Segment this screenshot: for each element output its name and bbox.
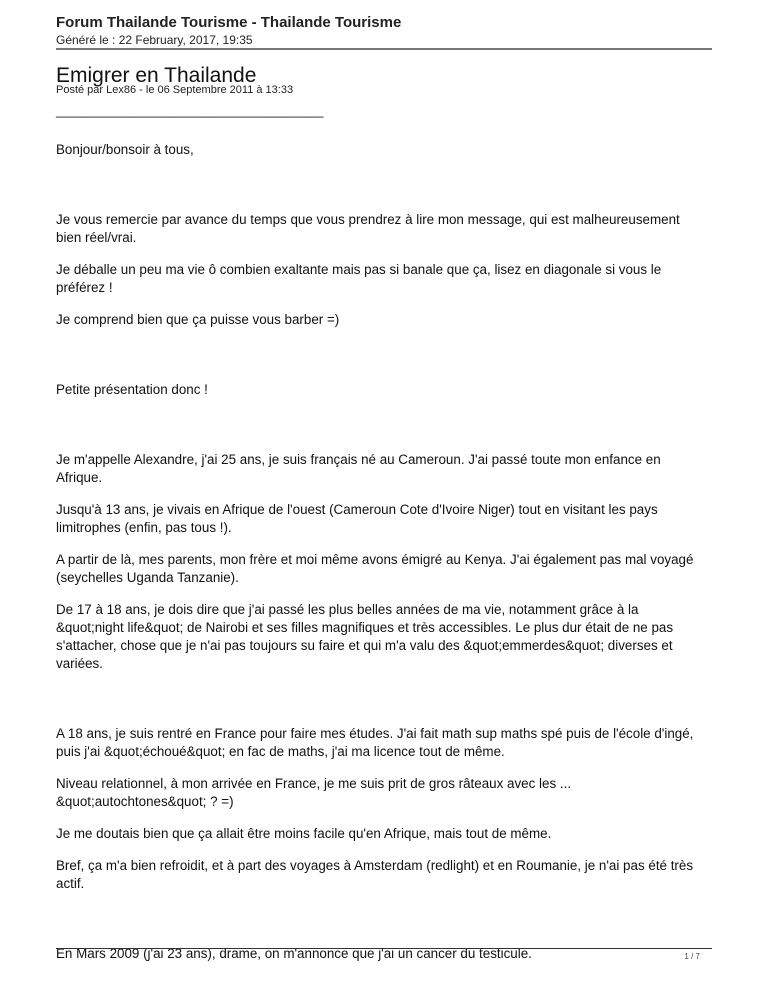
generated-date: Généré le : 22 February, 2017, 19:35 [56,33,253,47]
header-divider [56,48,712,50]
paragraph: Bref, ça m'a bien refroidit, et à part des voyages à Amsterdam (redlight) et en Roumanie, je n'ai pas été très actif. [56,858,694,891]
paragraph: Je comprend bien que ça puisse vous barber =) [56,312,340,327]
document-header [56,14,712,48]
paragraph: Bonjour/bonsoir à tous, [56,142,194,157]
post-meta: Posté par Lex86 - le 06 Septembre 2011 à 13:33 [56,84,294,96]
paragraph: A 18 ans, je suis rentré en France pour faire mes études. J'ai fait math sup maths spé puis de l'école d'ingé, puis j'ai &quot;échoué&quot; en fac de maths, j'ai ma licence tout de même. [56,726,694,759]
paragraph: A partir de là, mes parents, mon frère et moi même avons émigré au Kenya. J'ai également pas mal voyagé (seychelles Uganda Tanzanie). [56,552,694,585]
paragraph: De 17 à 18 ans, je dois dire que j'ai passé les plus belles années de ma vie, notamment grâce à la &quot;night life&quot; de Nairobi et ses filles magnifiques et très accessibles. Le plus dur était de ne pas s'attacher, chose que je n'ai pas toujours su faire et qui m'a valu des &quot;emmerdes&quot; diverses et variées. [56,602,674,671]
paragraph: Petite présentation donc ! [56,382,208,397]
paragraph: En Mars 2009 (j'ai 23 ans), drame, on m'annonce que j'ai un cancer du testicule. [56,946,532,961]
paragraph: Je déballe un peu ma vie ô combien exaltante mais pas si banale que ça, lisez en diagonale si vous le préférez ! [56,262,662,295]
title-separator: _____________________________________ [56,103,324,118]
site-title: Forum Thailande Tourisme - Thailande Tourisme [56,14,402,31]
page-number: 1 / 7 [684,952,700,961]
paragraph: Je vous remercie par avance du temps que vous prendrez à lire mon message, qui est malheureusement bien réel/vrai. [56,212,680,245]
post-title: Emigrer en Thailande [56,64,257,87]
paragraph: Niveau relationnel, à mon arrivée en France, je me suis prit de gros râteaux avec les ... &quot;autochtones&quot; ? =) [56,776,572,809]
paragraph: Jusqu'à 13 ans, je vivais en Afrique de l'ouest (Cameroun Cote d'Ivoire Niger) tout en visitant les pays limitrophes (enfin, pas tous !). [56,502,658,535]
paragraph: Je m'appelle Alexandre, j'ai 25 ans, je suis français né au Cameroun. J'ai passé toute mon enfance en Afrique. [56,452,661,485]
footer-divider [56,948,712,949]
paragraph: Je me doutais bien que ça allait être moins facile qu'en Afrique, mais tout de même. [56,826,552,841]
post-content [56,132,706,963]
